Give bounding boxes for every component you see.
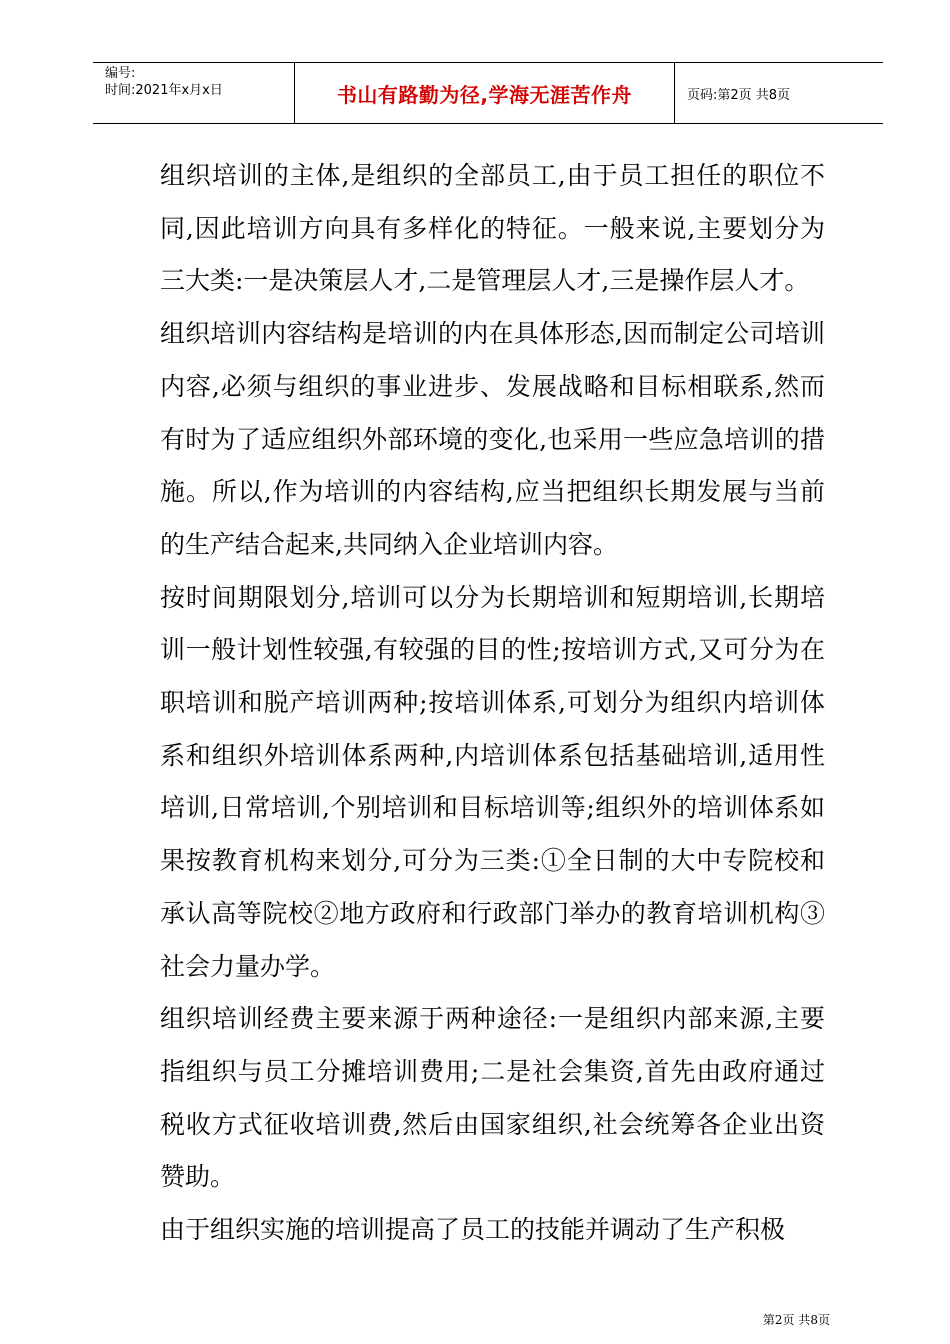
paragraph: 由于组织实施的培训提高了员工的技能并调动了生产积极: [160, 1215, 786, 1245]
page-footer: 第2页 共8页: [762, 1313, 830, 1327]
header-motto: 书山有路勤为径,学海无涯苦作舟: [295, 63, 675, 123]
paragraph: 组织培训经费主要来源于两种途径:一是组织内部来源,主要指组织与员工分摊培训费用;二是社会集资,首先由政府通过税收方式征收培训费,然后由国家组织,社会统筹各企业出资赞助。: [160, 1004, 825, 1192]
page-header: [93, 62, 883, 124]
header-meta: [93, 63, 295, 123]
paragraph: 组织培训内容结构是培训的内在具体形态,因而制定公司培训内容,必须与组织的事业进步、发展战略和目标相联系,然而有时为了适应组织外部环境的变化,也采用一些应急培训的措施。所以,作为培训的内容结构,应当把组织长期发展与当前的生产结合起来,共同纳入企业培训内容。: [160, 319, 825, 559]
paragraph: 按时间期限划分,培训可以分为长期培训和短期培训,长期培训一般计划性较强,有较强的目的性;按培训方式,又可分为在职培训和脱产培训两种;按培训体系,可划分为组织内培训体系和组织外培训体系两种,内培训体系包括基础培训,适用性培训,日常培训,个别培训和目标培训等;组织外的培训体系如果按教育机构来划分,可分为三类:①全日制的大中专院校和承认高等院校②地方政府和行政部门举办的教育培训机构③社会力量办学。: [160, 582, 825, 981]
number-label: 编号:: [105, 66, 136, 81]
document-body: [160, 150, 825, 1257]
header-page-info: 页码:第2页 共8页: [687, 87, 791, 103]
paragraph: 组织培训的主体,是组织的全部员工,由于员工担任的职位不同,因此培训方向具有多样化的特征。一般来说,主要划分为三大类:一是决策层人才,二是管理层人才,三是操作层人才。: [160, 161, 825, 296]
time-label: 时间:2021年x月x日: [105, 83, 223, 98]
